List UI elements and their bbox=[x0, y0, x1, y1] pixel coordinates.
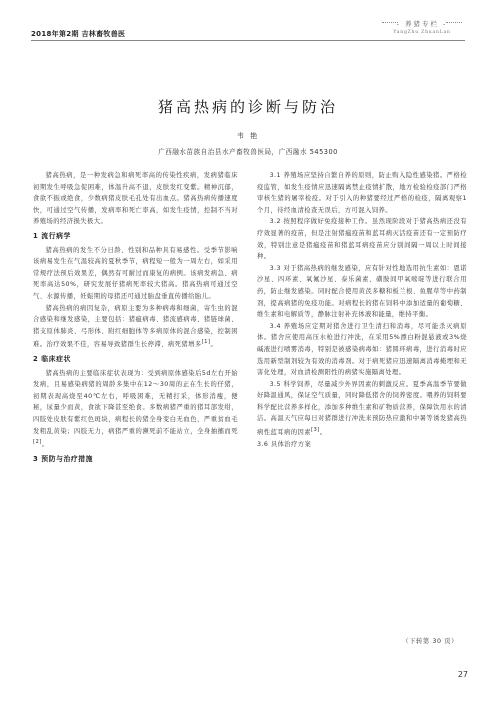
left-column bbox=[33, 170, 238, 467]
header-divider-left bbox=[382, 22, 398, 23]
citation-1: [1] bbox=[201, 339, 211, 346]
measure-3-1: 3.1 养殖场应坚持自繁自养的原则，防止购入隐性感染猪。严格检疫监管，如发生疫情应迅速隔离禁止疫情扩散，地方检验检疫部门严格审核生猪的屠宰检疫。对于引入的种猪要经过严格的检疫，隔离观察1个月，待经血清检查无误后，方可混入饲养。 bbox=[257, 172, 467, 214]
article-author: 韦 艳 bbox=[236, 132, 260, 140]
measure-3-3: 3.3 对于猪高热病的继发感染，应有针对性地选用抗生素如：恩诺沙星、四环素、氧氟沙星、泰乐菌素、磺胺间甲氧嘧啶等进行联合用药，防止继发感染。同时配合使用黄芪多糖和板兰根、鱼腥草等中药制剂，提高病猪的免疫功能。对病程长的猪在饲料中添加适量的葡萄糖、维生素和电解质等，静脉注射补充体液和能量，维持平衡。 bbox=[257, 264, 467, 319]
symptoms-paragraph-text: 猪高热病的主要临床症状表现为：受到病原体感染后5d左右开始发病，且易感染病猪的周龄多集中在12～30周的正在生长的仔猪，初期表现高烧至40℃左右，呼吸困难，无精打采，体形消瘦，便秘，尿量少而黄，食欲下降甚至绝食。多数病猪严重的猪耳部发绀，四肢处皮肤有紫红色斑块，病程长的猪全身变白无血色，严重贫血毛发粗乱黄染；四肢无力，病猪严重的濒死前不能站立，全身抽搐而死 bbox=[33, 369, 238, 435]
header-divider-right bbox=[446, 22, 462, 23]
measure-3-4: 3.4 养殖场应定期对猪舍进行卫生清扫和消毒，尽可能杀灭病原体。猪舍应使用高压水枪进行冲洗，在采用5%漂白粉混悬液或3%烧碱液进行喷雾消毒，特别是被感染病毒如：猪圆环病毒，进行消毒时应选用新型制剂较为有效的消毒剂。对于病死猪应迅速隔离消毒掩埋和无害化处理，对血清检测阳性的病猪实施隔离处理。 bbox=[257, 322, 467, 377]
article-title: 猪高热病的诊断与防治 bbox=[157, 98, 338, 116]
column-label bbox=[382, 19, 462, 35]
article-affiliation: 广西融水苗族自治县水产畜牧兽医局，广西融水 545300 bbox=[158, 148, 338, 156]
citation-3: [3] bbox=[310, 427, 320, 434]
section-heading-epidemiology: 1 流行病学 bbox=[33, 231, 71, 240]
section-heading-symptoms: 2 临床症状 bbox=[33, 355, 71, 363]
journal-issue-header: 2018年第2期 吉林畜牧兽医 bbox=[31, 30, 126, 38]
measure-3-5-text: 3.5 科学饲养，尽量减少外界因素的刺激反应。夏季高温季节要做好降温通风，保证空气质量，同时降低猪舍的饲养密度。喂养的饲料要科学配比营养多样化，添加多种维生素和矿物质营养，保障饮用水的清洁。高温天气应每日对猪群进行冲洗来预防热应激和中暑等诱发猪高热病性蓝耳病的因素 bbox=[257, 380, 467, 437]
section-heading-prevention: 3 预防与治疗措施 bbox=[33, 454, 94, 463]
continued-note: （下转第 30 页） bbox=[402, 638, 458, 645]
column-pinyin: YangZhu ZhuanLan bbox=[393, 30, 451, 35]
measure-3-6-heading: 3.6 具体治疗方案 bbox=[257, 440, 312, 448]
column-name: - 养猪专栏 - bbox=[396, 20, 448, 28]
page-number: 27 bbox=[457, 670, 468, 679]
intro-paragraph: 猪高热病，是一种发病急和病死率高的传染性疾病，发病猪临床初期发生呼吸急促困难，体温升高不退，皮肤发红变紫。精神沉郁，食欲不振或绝食，少数病猪皮肤毛孔处有出血点。猪高热病传播速度快，可通过空气传播，发病率和死亡率高，如发生疫情，控制不当对养殖场的经济损失极大。 bbox=[33, 172, 238, 226]
measure-3-5: 3.5 科学饲养，尽量减少外界因素的刺激反应。夏季高温季节要做好降温通风，保证空气质量，同时降低猪舍的饲养密度。喂养的饲料要科学配比营养多样化，添加多种维生素和矿物质营养，保障饮用水的清洁。高温天气应每日对猪群进行冲洗来预防热应激和中暑等诱发猪高热病性蓝耳病的因素[3]。 bbox=[257, 380, 467, 437]
citation-2: [2] bbox=[33, 439, 42, 446]
right-column bbox=[257, 170, 467, 450]
header-rule bbox=[31, 40, 465, 41]
epidemiology-paragraph-2-text: 猪高热病的病因复杂，病原主要为多种病毒和细菌，寄生虫的混合感染和继发感染，主要包括：猪瘟病毒、猪流感病毒、猪链球菌、猪支原体肺炎、弓形体、附红细胞体等多病原体的混合感染，控制困难。治疗效果不佳，容易导致猪群生长停滞、病死猪增多 bbox=[33, 304, 238, 349]
epidemiology-paragraph-1: 猪高热病的发生不分日龄、性别和品种具有易感性。受季节影响该病易发生在气温较高的夏秋季节，病程短一般为一周左右，如采用常规疗法预后效果差，偶然有可耐过而康复的病例。该病发病急、病死率高达50%，研究发展仔猪病死率较大猪高。猪高热病可通过空气、水源传播，妊娠期的母猪还可通过胎盘垂直传播给胎儿。 bbox=[33, 246, 238, 300]
epidemiology-paragraph-2: 猪高热病的病因复杂，病原主要为多种病毒和细菌，寄生虫的混合感染和继发感染，主要包括：猪瘟病毒、猪流感病毒、猪链球菌、猪支原体肺炎、弓形体、附红细胞体等多病原体的混合感染，控制困难。治疗效果不佳，容易导致猪群生长停滞、病死猪增多[1]。 bbox=[33, 304, 238, 349]
symptoms-paragraph: 猪高热病的主要临床症状表现为：受到病原体感染后5d左右开始发病，且易感染病猪的周龄多集中在12～30周的正在生长的仔猪，初期表现高烧至40℃左右，呼吸困难，无精打采，体形消瘦，便秘，尿量少而黄，食欲下降甚至绝食。多数病猪严重的猪耳部发绀，四肢处皮肤有紫红色斑块，病程长的猪全身变白无血色，严重贫血毛发粗乱黄染；四肢无力，病猪严重的濒死前不能站立，全身抽搐而死[2]。 bbox=[33, 369, 238, 449]
measure-3-2: 3.2 按照程序做好免疫接种工作。虽然现阶段对于猪高热病还没有疗效显著的疫苗，但是注射猪瘟疫苗和蓝耳病灭活疫苗还有一定预防疗效，特别注意是猪瘟疫苗和猪蓝耳病疫苗应分别间隔一周以上时间接种。 bbox=[257, 218, 467, 261]
